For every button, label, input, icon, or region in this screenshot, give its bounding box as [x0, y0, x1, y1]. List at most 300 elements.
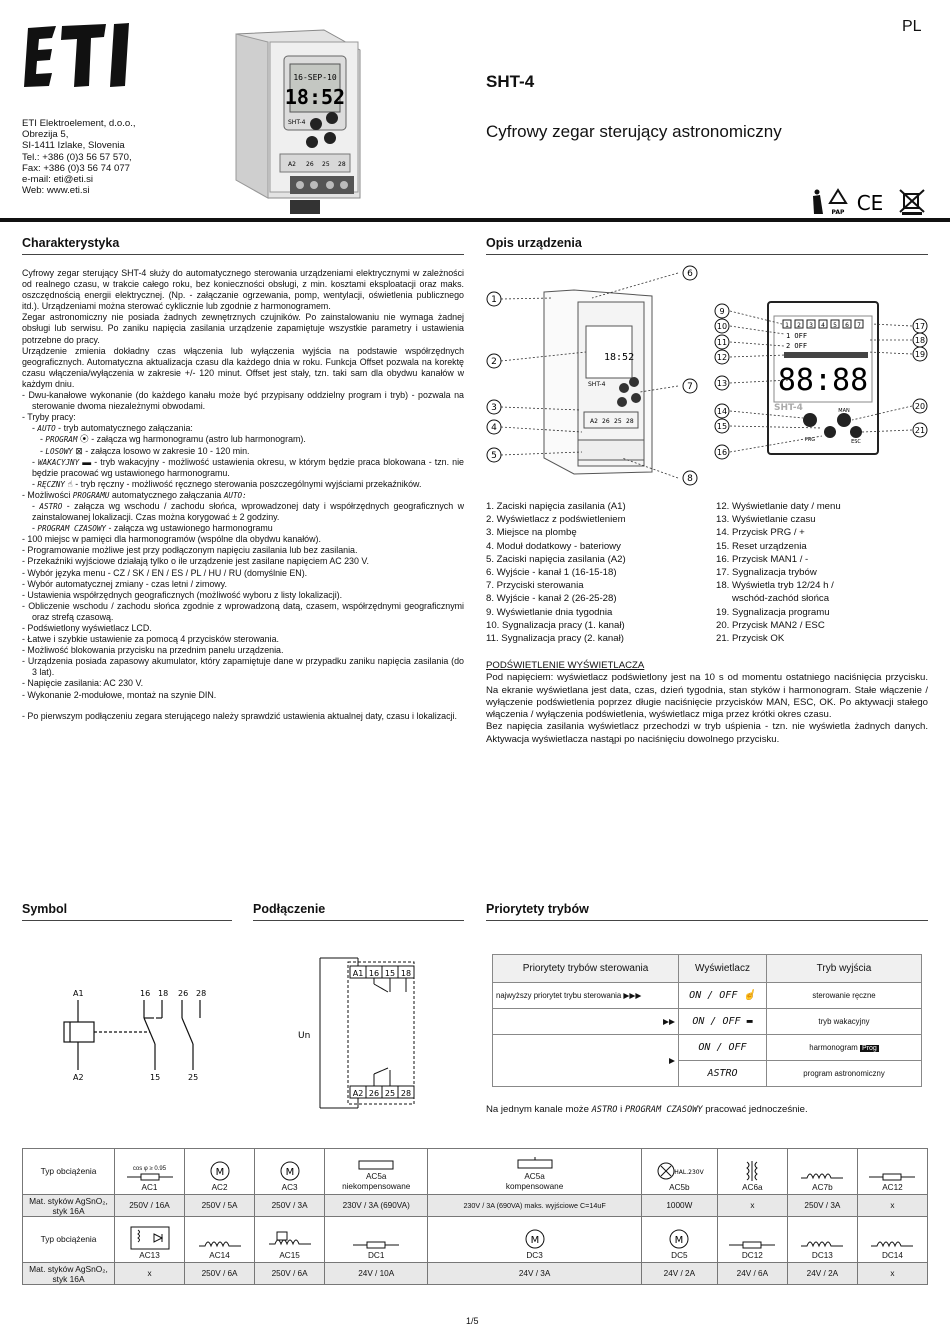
load-value: 1000W — [641, 1195, 717, 1217]
lcd-time: 88:88 — [777, 363, 869, 398]
inductor-icon — [799, 1238, 845, 1250]
bullet: - Wybór języka menu - CZ / SK / EN / ES / PL / HU / RU (domyślnie EN). — [22, 567, 308, 578]
mode-keyword: PROGRAM — [45, 435, 78, 445]
legend-item: 1. Zaciski napięcia zasilania (A1) — [486, 501, 626, 512]
product-title: Cyfrowy zegar sterujący astronomiczny — [486, 122, 782, 141]
load-type-row — [23, 1217, 928, 1263]
load-value: x — [857, 1195, 927, 1217]
load-value: 24V / 6A — [717, 1263, 787, 1285]
resistor-icon — [127, 1172, 173, 1182]
priority-cell — [493, 1035, 679, 1087]
lcd-channel-1: 1 OFF — [786, 332, 808, 340]
output-mode: tryb wakacyjny — [767, 1009, 922, 1035]
table-row — [493, 1035, 922, 1061]
section-title-description: Opis urządzenia — [486, 236, 582, 250]
priority-cell — [493, 1009, 679, 1035]
load-value: 250V / 6A — [185, 1263, 255, 1285]
legend-item: 12. Wyświetlanie daty / menu — [716, 501, 841, 512]
row-header: Mat. styków AgSnO₂, styk 16A — [23, 1263, 115, 1285]
load-type: AC1 — [141, 1183, 158, 1192]
column-header: Priorytety trybów sterowania — [493, 955, 679, 983]
motor-label: M — [675, 1235, 684, 1246]
hand-icon: ☝ — [743, 990, 756, 1001]
row-header: Mat. styków AgSnO₂, styk 16A — [23, 1195, 115, 1217]
company-line: SI-1411 Izlake, Slovenia — [22, 140, 125, 152]
callout-number: 21 — [914, 426, 926, 435]
output-mode: sterowanie ręczne — [767, 983, 922, 1009]
priority-desc: najwyższy priorytet trybu sterowania — [496, 991, 622, 1000]
load-cell — [185, 1217, 255, 1263]
diagram-device-label: SHT-4 — [588, 381, 606, 388]
device-photo — [232, 20, 366, 216]
legend-item: 21. Przycisk OK — [716, 633, 785, 645]
connection-terminal: 25 — [384, 1089, 396, 1098]
section-title-characteristics: Charakterystyka — [22, 236, 120, 250]
legend-item: 13. Wyświetlanie czasu — [716, 514, 816, 526]
mode-keyword: ASTRO — [39, 501, 63, 511]
motor-icon — [664, 1228, 694, 1250]
legend-item: 20. Przycisk MAN2 / ESC — [716, 619, 825, 631]
company-line: Web: www.eti.si — [22, 185, 90, 197]
legend-item: 8. Wyjście - kanał 2 (26-25-28) — [486, 593, 617, 605]
halogen-caption: HAL.230V — [674, 1169, 705, 1176]
load-type: AC13 — [139, 1251, 160, 1260]
lcd-state: ASTRO — [679, 1061, 767, 1087]
load-value: x — [717, 1195, 787, 1217]
table-row — [493, 983, 922, 1009]
mode-keyword: LOSOWY — [45, 446, 73, 456]
bullet: - 100 miejsc w pamięci dla harmonogramów (wspólne dla obydwu kanałów). — [22, 534, 321, 545]
load-value: 230V / 3A (690VA) maks. wyjściowe C=14uF — [428, 1195, 642, 1217]
device-screen-time: 18:52 — [284, 85, 346, 109]
output-mode: program astronomiczny — [767, 1061, 922, 1087]
callout-number: 9 — [719, 307, 725, 316]
lcd-day: 4 — [821, 322, 825, 329]
legend-item: 19. Sygnalizacja programu — [716, 606, 830, 618]
device-terminal: 28 — [338, 161, 346, 168]
callout-number: 5 — [491, 451, 497, 461]
load-value: 250V / 3A — [787, 1195, 857, 1217]
compensated-lamp-icon — [512, 1157, 558, 1171]
load-value: 250V / 3A — [255, 1195, 325, 1217]
ac1-caption: cos φ ≥ 0.95 — [132, 1166, 167, 1172]
mode-line: - AUTO - tryb automatycznego załączania: — [32, 423, 193, 434]
mode-text: ⦿ - załącza wg harmonogramu (astro lub harmonogram). — [77, 434, 306, 445]
voltage-label: Un — [298, 1031, 311, 1041]
load-type: DC12 — [741, 1251, 763, 1260]
callout-number: 16 — [716, 448, 728, 457]
load-cell — [717, 1149, 787, 1195]
load-cell — [641, 1149, 717, 1195]
resistor-icon — [353, 1240, 399, 1250]
callout-number: 14 — [716, 407, 728, 416]
transformer-icon — [737, 1160, 767, 1182]
mode-line: - RĘCZNY ☝ - tryb ręczny - możliwość ręcznego sterowania poszczególnymi wyjściami przekaźników. — [32, 478, 422, 489]
mode-keyword: PROGRAMU — [72, 490, 110, 500]
pap-recycle-icon — [830, 190, 846, 216]
terminal-label: 16 — [140, 989, 151, 998]
load-type: DC14 — [881, 1251, 903, 1260]
load-type: AC14 — [209, 1251, 230, 1260]
load-cell — [255, 1217, 325, 1263]
motor-icon — [205, 1160, 235, 1182]
load-cell — [641, 1217, 717, 1263]
terminal-label: 15 — [150, 1073, 161, 1082]
ce-mark-icon: CE — [856, 191, 884, 215]
load-cell — [325, 1149, 428, 1195]
bullet: - Możliwość blokowania przycisku na przednim panelu urządzenia. — [22, 645, 284, 656]
language-code: PL — [902, 18, 922, 35]
priority-table — [492, 954, 922, 1087]
bullet: - Napięcie zasilania: AC 230 V. — [22, 678, 144, 689]
lcd-device-label: SHT-4 — [774, 403, 803, 413]
load-cell — [787, 1149, 857, 1195]
text: pracować jednocześnie. — [702, 1104, 808, 1115]
motor-label: M — [285, 1167, 294, 1178]
callout-number: 19 — [914, 350, 926, 359]
paragraph: Pod napięciem: wyświetlacz podświetlony jest na 10 s od momentu ostatniego naciśnięcia przycisku. Na ekranie wyświetlana jest data, czas, dzień tygodnia, stan styków i harmonogram. Stałe włączenie / wyłączenie podświetlenia poprzez długie naciśnięcie przycisków MAN, ESC, OK. Po aktywacji stałego włączenia / wyłączenia podświetlenia, wyświetlacz miga przez krótki okres czasu. — [486, 672, 928, 721]
terminal-label: 28 — [196, 989, 207, 998]
backlight-section — [486, 660, 928, 746]
motor-icon — [520, 1228, 550, 1250]
resistor-icon — [729, 1240, 775, 1250]
lcd-panel-diagram — [710, 298, 936, 462]
callout-number: 20 — [914, 402, 926, 411]
paragraph: Cyfrowy zegar sterujący SHT-4 służy do automatycznego sterowania urządzeniami elektrycznymi w zależności od realnego czasu, w trakcie całego roku, bez konieczności obsługi, z min. kosztami eksploatacji oraz maks. oszczędnością energii elektrycznej. (Np. - załączanie ogrzewania, pomp, wentylacji, oświetlenia publicznego itd.). Urządzeniami można sterować cyklicznie lub zgodnie z harmonogramem. — [22, 268, 464, 312]
bullet: - Urządzenia posiada zapasowy akumulator, który zapamiętuje dane w przypadku zaniku napięcia zasilania (do 3 lat). — [22, 656, 464, 678]
legend-left — [486, 500, 626, 645]
bullet: - Wybór automatycznej zmiany - czas letni / zimowy. — [22, 578, 227, 589]
connection-terminal: 18 — [400, 969, 412, 978]
load-cell — [857, 1217, 927, 1263]
priority-arrows-icon: ▶▶▶ — [623, 991, 642, 1000]
lcd-day: 5 — [833, 322, 837, 329]
load-type: AC2 — [211, 1183, 228, 1192]
mode-line: - PROGRAM CZASOWY - załącza wg ustawionego harmonogramu — [32, 523, 273, 534]
legend-right — [716, 500, 841, 645]
section-divider — [486, 254, 928, 255]
lcd-day: 6 — [845, 322, 849, 329]
load-cell — [185, 1149, 255, 1195]
callout-number: 15 — [716, 422, 728, 431]
characteristics-body — [22, 268, 464, 722]
load-cell — [717, 1217, 787, 1263]
load-value: 24V / 2A — [641, 1263, 717, 1285]
row-header: Typ obciążenia — [23, 1149, 115, 1195]
lcd-state: ON / OFF — [692, 1016, 741, 1027]
bullet: - Podświetlony wyświetlacz LCD. — [22, 623, 152, 633]
connection-diagram — [292, 952, 422, 1112]
relay-symbol-diagram — [40, 984, 240, 1084]
row-header: Typ obciążenia — [23, 1217, 115, 1263]
company-address — [22, 118, 136, 196]
callout-number: 8 — [687, 474, 693, 484]
load-cell — [255, 1149, 325, 1195]
lcd-state: ON / OFF — [679, 1035, 767, 1061]
paragraph: Bez napięcia zasilania wyświetlacz przechodzi w tryb uśpienia - tzn. nie wyświetla żadnych danych. Aktywacja wyświetlacza nastąpi po naciśnięciu dowolnego przycisku. — [486, 721, 928, 745]
legend-item: 4. Moduł dodatkowy - bateriowy — [486, 540, 621, 552]
load-type: AC3 — [281, 1183, 298, 1192]
load-value: 24V / 3A — [428, 1263, 642, 1285]
resistor-icon — [869, 1172, 915, 1182]
ok-button-icon — [850, 426, 862, 438]
mode-text: ☝ - tryb ręczny - możliwość ręcznego sterowania poszczególnymi wyjściami przekaźników. — [64, 478, 422, 489]
bullet: - Wykonanie 2-modułowe, montaż na szynie DIN. — [22, 689, 217, 700]
priority-note — [486, 1104, 808, 1115]
priority-cell — [493, 983, 679, 1009]
load-type: AC5a kompensowane — [505, 1172, 564, 1191]
final-note: - Po pierwszym podłączeniu zegara sterującego należy sprawdzić ustawienia aktualnej daty, czasu i lokalizacji. — [22, 710, 457, 721]
recycle-bin-person-icon — [813, 190, 823, 215]
btn-label-man: MAN — [838, 408, 850, 414]
bullet: - Dwu-kanałowe wykonanie (do każdego kanału może być przypisany oddzielny program i tryb) - pozwala na sterowanie dwoma niezależnymi obwodami. — [22, 390, 464, 412]
callout-number: 1 — [491, 295, 497, 305]
device-terminal: A2 — [288, 161, 296, 168]
load-value-row — [23, 1195, 928, 1217]
man2-button-icon — [837, 413, 851, 427]
legend-item: 14. Przycisk PRG / + — [716, 527, 805, 539]
bullet: - Programowanie możliwe jest przy podłączonym napięciu zasilania lub bez zasilania. — [22, 545, 358, 556]
weee-crossed-bin-icon — [900, 190, 924, 215]
mode-text: ▬ - tryb wakacyjny - możliwość ustawienia okresu, w którym będzie praca blokowana - tzn. nie będzie pracować wg ustawionego harmonogramu. — [32, 456, 464, 478]
device-screen-date: 16-SEP-10 — [293, 73, 337, 82]
inductor-icon — [799, 1170, 845, 1182]
diagram-terminal: 25 — [614, 418, 622, 425]
load-cell — [115, 1149, 185, 1195]
coil-contactor-icon — [267, 1230, 313, 1250]
load-type: DC3 — [526, 1251, 543, 1260]
bullet: - Tryby pracy: — [22, 412, 76, 423]
load-cell — [325, 1217, 428, 1263]
legend-item: 15. Reset urządzenia — [716, 540, 807, 552]
diagram-terminal: 26 — [602, 418, 610, 425]
suitcase-icon: ▬ — [746, 1016, 753, 1027]
backlight-title: PODŚWIETLENIE WYŚWIETLACZA — [486, 660, 645, 671]
company-line: Fax: +386 (0)3 56 74 077 — [22, 162, 131, 174]
mode-keyword: PROGRAM CZASOWY — [624, 1105, 703, 1115]
connection-terminal: 15 — [384, 969, 396, 978]
diagram-terminal: 28 — [626, 418, 634, 425]
company-line: ETI Elektroelement, d.o.o., — [22, 118, 136, 129]
legend-item: 17. Sygnalizacja trybów — [716, 567, 817, 579]
callout-number: 7 — [687, 382, 693, 392]
certification-marks — [810, 186, 928, 216]
prg-button-icon — [803, 413, 817, 427]
lcd-day: 1 — [785, 322, 789, 329]
halogen-lamp-icon — [654, 1160, 704, 1182]
load-value: x — [857, 1263, 927, 1285]
load-value: 24V / 10A — [325, 1263, 428, 1285]
lcd-channel-2: 2 OFF — [786, 342, 808, 350]
company-line: Tel.: +386 (0)3 56 57 570, — [22, 151, 132, 163]
mode-text: - załącza wg ustawionego harmonogramu — [106, 523, 273, 534]
bullet: - Obliczenie wschodu / zachodu słońca zgodnie z wprowadzoną datą, czasem, współrzędnymi geograficznymi oraz strefą czasową. — [22, 600, 464, 622]
load-table — [22, 1148, 928, 1285]
mode-text: - załącza wg wschodu / zachodu słońca, wprowadzonej daty i współrzędnych geograficznych w zainstalowanej lokalizacji. Czas można korygować ± 2 godziny. — [32, 500, 465, 523]
callout-number: 17 — [914, 322, 926, 331]
callout-number: 2 — [491, 357, 497, 367]
load-value: 24V / 2A — [787, 1263, 857, 1285]
paragraph: Urządzenie zmienia dokładny czas włączenia lub wyłączenia wyjścia na podstawie współrzędnych geograficznych. Automatyczna aktualizacja czasu dla każdego dnia w roku. Funkcja Offset pozwala na korektę czasu włączenia/wyłączenia w zakresie +/- 120 minut. Offset jest stały, tzn. taki sam dla obydwu kanałów w każdym dniu. — [22, 345, 464, 389]
callout-number: 12 — [716, 353, 728, 362]
load-value-row — [23, 1263, 928, 1285]
man1-button-icon — [824, 426, 836, 438]
load-cell — [428, 1149, 642, 1195]
connection-terminal: A2 — [352, 1089, 364, 1098]
bullet: - Łatwe i szybkie ustawienie za pomocą 4 przycisków sterowania. — [22, 634, 279, 645]
load-cell — [115, 1217, 185, 1263]
load-type: DC1 — [368, 1251, 385, 1260]
section-title-symbol: Symbol — [22, 902, 68, 916]
output-cell — [767, 1035, 922, 1061]
terminal-label: 26 — [178, 989, 189, 998]
legend-item: 10. Sygnalizacja pracy (1. kanał) — [486, 619, 625, 631]
bullet: - Ustawienia współrzędnych geograficznych (możliwość wyboru z listy lokalizacji). — [22, 589, 343, 600]
device-terminal: 26 — [306, 161, 314, 168]
legend-item: 5. Zaciski napięcia zasilania (A2) — [486, 553, 626, 565]
lcd-day: 7 — [857, 322, 861, 329]
mode-text: - tryb automatycznego załączania: — [55, 423, 193, 434]
device-terminal: 25 — [322, 161, 330, 168]
load-value: 250V / 6A — [255, 1263, 325, 1285]
diagram-screen-time: 18:52 — [604, 352, 635, 363]
page-number: 1/5 — [466, 1316, 479, 1326]
mode-keyword: ASTRO — [591, 1105, 618, 1115]
mode-line — [22, 490, 464, 501]
mode-keyword: RĘCZNY — [37, 479, 65, 489]
load-cell — [787, 1217, 857, 1263]
load-type: AC7b — [812, 1183, 833, 1192]
load-cell — [428, 1217, 642, 1263]
display-cell — [679, 1009, 767, 1035]
prog-badge: Prog — [861, 1045, 877, 1052]
legend-item: 7. Przyciski sterowania — [486, 580, 584, 592]
mode-keyword: WAKACYJNY — [38, 457, 80, 467]
header-divider — [0, 218, 950, 222]
column-header: Wyświetlacz — [679, 955, 767, 983]
section-divider — [253, 920, 464, 921]
text: Na jednym kanale może — [486, 1104, 592, 1115]
mode-keyword: AUTO: — [223, 490, 247, 500]
load-type: AC6a — [742, 1183, 763, 1192]
company-line: e-mail: eti@eti.si — [22, 174, 94, 186]
product-code: SHT-4 — [486, 72, 535, 91]
load-type: DC13 — [811, 1251, 833, 1260]
lcd-day: 2 — [797, 322, 801, 329]
legend-item: 9. Wyświetlanie dnia tygodnia — [486, 606, 613, 618]
callout-number: 6 — [687, 269, 693, 279]
section-divider — [486, 920, 928, 921]
mode-text: ⊠ - załącza losowo w zakresie 10 - 120 min. — [72, 445, 250, 456]
load-value: x — [115, 1263, 185, 1285]
priority-arrows-icon: ▶▶ — [663, 1017, 675, 1026]
output-mode: harmonogram — [809, 1043, 858, 1052]
terminal-label: A1 — [73, 989, 84, 998]
column-header: Tryb wyjścia — [767, 955, 922, 983]
fluorescent-lamp-icon — [353, 1159, 399, 1171]
callout-number: 13 — [716, 379, 728, 388]
terminal-label: 18 — [158, 989, 169, 998]
rectifier-transformer-icon — [130, 1226, 170, 1250]
load-value: 250V / 16A — [115, 1195, 185, 1217]
section-title-connection: Podłączenie — [253, 902, 326, 916]
lcd-state: ON / OFF — [689, 990, 738, 1001]
load-value: 250V / 5A — [185, 1195, 255, 1217]
table-row — [493, 1009, 922, 1035]
bullet: - Przekaźniki wyjściowe działają tylko o ile urządzenie jest zasilane napięciem AC 230 V. — [22, 556, 369, 567]
connection-terminal: 28 — [400, 1089, 412, 1098]
load-type-row — [23, 1149, 928, 1195]
callout-number: 10 — [716, 322, 728, 331]
motor-icon — [275, 1160, 305, 1182]
inductor-icon — [869, 1238, 915, 1250]
callout-number: 11 — [716, 338, 728, 347]
legend-item: 6. Wyjście - kanał 1 (16-15-18) — [486, 567, 617, 579]
company-line: Obrezija 5, — [22, 129, 69, 141]
load-type: AC12 — [882, 1183, 903, 1192]
load-value: 230V / 3A (690VA) — [325, 1195, 428, 1217]
callout-number: 18 — [914, 336, 926, 345]
mode-line: - PROGRAM ⦿ - załącza wg harmonogramu (astro lub harmonogram). — [40, 434, 306, 445]
eti-logo — [22, 20, 134, 92]
text: i — [617, 1104, 625, 1115]
terminal-label: 25 — [188, 1073, 199, 1082]
load-cell — [857, 1149, 927, 1195]
device-label: SHT-4 — [288, 119, 306, 126]
load-type: AC15 — [279, 1251, 300, 1260]
pap-label: PAP — [831, 209, 845, 216]
mode-keyword: AUTO — [37, 424, 56, 434]
motor-label: M — [215, 1167, 224, 1178]
section-divider — [22, 254, 464, 255]
inductor-icon — [197, 1238, 243, 1250]
legend-item: 2. Wyświetlacz z podświetleniem — [486, 514, 626, 526]
table-header-row — [493, 955, 922, 983]
priority-arrows-icon: ▶ — [669, 1056, 675, 1065]
connection-terminal: A1 — [352, 969, 364, 978]
motor-label: M — [530, 1235, 539, 1246]
callout-number: 4 — [491, 423, 497, 433]
legend-item: 3. Miejsce na plombę — [486, 527, 577, 539]
text: - Możliwości — [22, 489, 73, 500]
section-divider — [22, 920, 232, 921]
device-front-diagram — [482, 262, 708, 488]
mode-keyword: PROGRAM CZASOWY — [37, 524, 106, 534]
connection-terminal: 16 — [368, 969, 380, 978]
legend-item: 11. Sygnalizacja pracy (2. kanał) — [486, 633, 624, 645]
mode-line: - WAKACYJNY ▬ - tryb wakacyjny - możliwość ustawienia okresu, w którym będzie praca blokowana - tzn. nie będzie pracować wg ustawionego harmonogramu. — [32, 456, 464, 478]
terminal-label: A2 — [73, 1073, 84, 1082]
legend-item: 16. Przycisk MAN1 / - — [716, 553, 809, 565]
display-cell — [679, 983, 767, 1009]
load-type: AC5a niekompensowane — [342, 1172, 411, 1191]
paragraph: Zegar astronomiczny nie posiada żadnych zewnętrznych czujników. Po zainstalowaniu nie wymaga żadnej obsługi lub serwisu. Po zaniku napięcia zasilania urządzenie zapamiętuje wszystkie parametry i ustawienia potrzebne do pracy. — [22, 312, 464, 345]
diagram-terminal: A2 — [590, 418, 598, 425]
legend-item: wschód-zachód słońca — [716, 593, 830, 605]
text: automatycznego załączania — [109, 489, 224, 500]
mode-line: - ASTRO - załącza wg wschodu / zachodu słońca, wprowadzonej daty i współrzędnych geograficznych w zainstalowanej lokalizacji. Czas można korygować ± 2 godziny. — [32, 500, 465, 523]
load-type: AC5b — [669, 1183, 690, 1192]
btn-label-prg: PRG — [804, 437, 816, 443]
lcd-day: 3 — [809, 322, 813, 329]
callout-number: 3 — [491, 403, 497, 413]
mode-line: - LOSOWY ⊠ - załącza losowo w zakresie 10 - 120 min. — [40, 445, 250, 456]
connection-terminal: 26 — [368, 1089, 380, 1098]
legend-item: 18. Wyświetla tryb 12/24 h / — [716, 580, 834, 592]
load-type: DC5 — [671, 1251, 688, 1260]
btn-label-esc: ESC — [851, 439, 861, 445]
section-title-priority: Priorytety trybów — [486, 902, 589, 916]
